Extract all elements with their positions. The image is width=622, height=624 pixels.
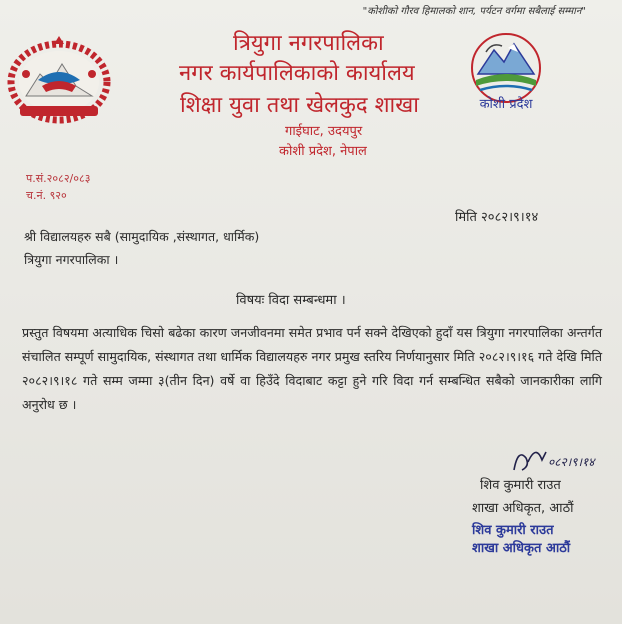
stamp-title: शाखा अधिकृत आठौं	[472, 541, 571, 556]
letter-date: मिति २०८२।९।१४	[455, 210, 539, 225]
section-name: शिक्षा युवा तथा खेलकुद शाखा	[180, 93, 419, 118]
recipient-line-2: त्रियुगा नगरपालिका ।	[24, 252, 119, 267]
recipient-line-1: श्री विद्यालयहरु सबै (सामुदायिक ,संस्थागत, धार्मिक)	[24, 229, 260, 244]
koshi-province-logo-icon	[456, 28, 556, 124]
stamp-name: शिव कुमारी राउत	[472, 523, 554, 538]
municipality-name: त्रियुगा नगरपालिका	[233, 31, 384, 56]
signature-date: ०८२।९।१४	[548, 455, 595, 469]
dispatch-number: च.नं. ९२०	[26, 189, 67, 202]
letter-body: प्रस्तुत विषयमा अत्याधिक चिसो बढेका कारण जनजीवनमा समेत प्रभाव पर्न सक्ने देखिएको हुदाँ यस त्रियुगा नगरपालिका अन्तर्गत संचालित सम्पूर्ण सामुदायिक, संस्थागत तथा धार्मिक विद्यालयहरु नगर प्रमुख स्तरिय निर्णयानुसार मिति २०८२।९।१६ गते देखि मिति २०८२।९।१८ गते सम्म जम्मा ३(तीन दिन) वर्षे वा हिउँदे विदाबाट कट्टा हुने गरि विदा गर्न सम्बन्धित सबैको जानकारीका लागि अनुरोध छ ।	[22, 325, 602, 412]
motto: "कोशीको गौरव हिमालको शान, पर्यटन वर्गमा सबैलाई सम्मान"	[362, 6, 586, 17]
koshi-logo-text: कोशी प्रदेश	[479, 97, 533, 112]
signatory-title: शाखा अधिकृत, आठौं	[472, 501, 574, 516]
subject-line: विषयः विदा सम्बन्धमा ।	[236, 293, 346, 308]
fiscal-year-ref: प.सं.२०८२/०८३	[26, 172, 91, 185]
signatory-name: शिव कुमारी राउत	[480, 478, 561, 493]
office-address: गाईघाट, उदयपुर	[285, 124, 363, 139]
province-address: कोशी प्रदेश, नेपाल	[279, 144, 367, 159]
signature-scribble	[508, 440, 618, 480]
office-name: नगर कार्यपालिकाको कार्यालय	[179, 61, 415, 86]
